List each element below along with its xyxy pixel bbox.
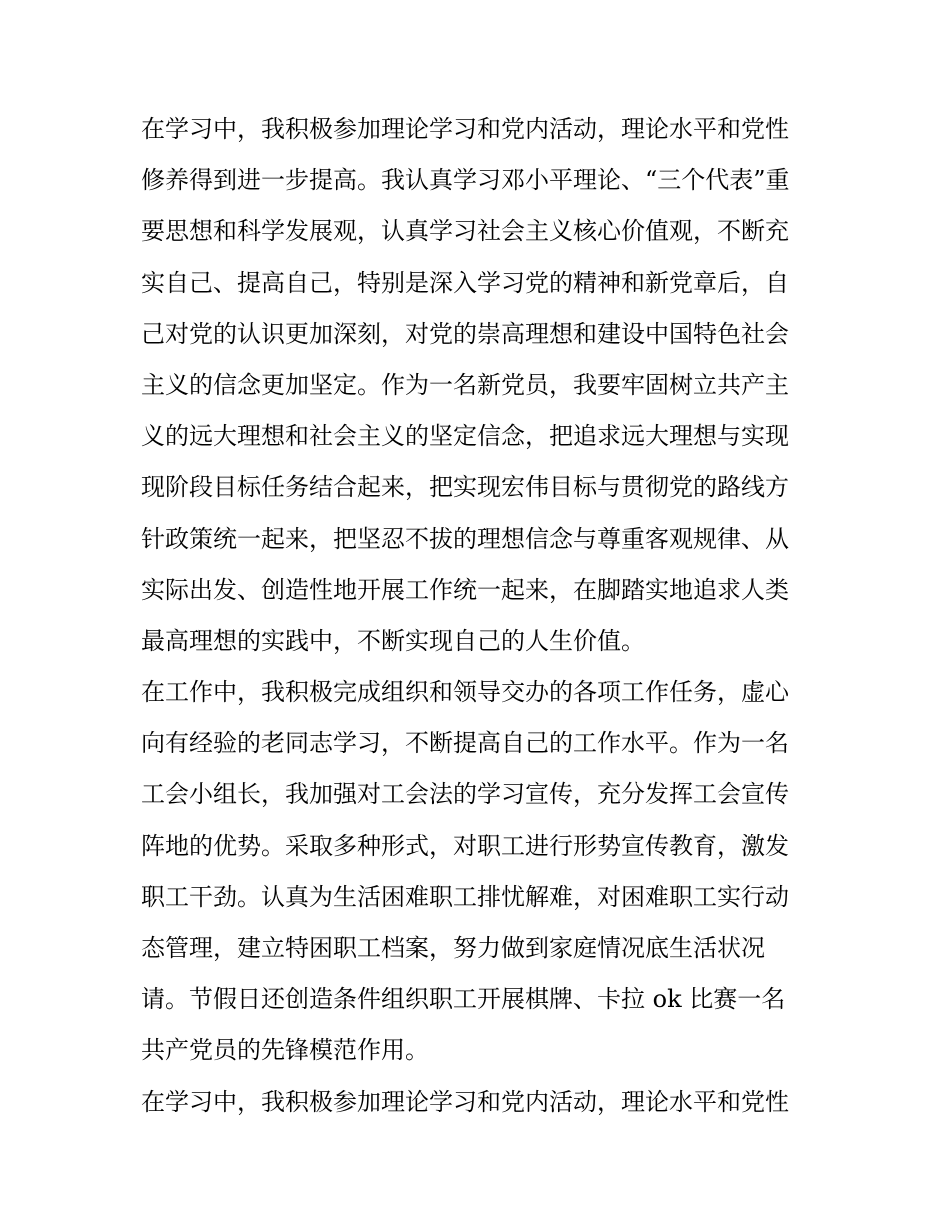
- document-body: [141, 108, 821, 1132]
- paragraph: [141, 108, 821, 671]
- text-line: 态管理，建立特困职工档案，努力做到家庭情况底生活状况: [141, 934, 765, 962]
- paragraph: [141, 1081, 821, 1132]
- text-line: 针政策统一起来，把坚忍不拔的理想信念与尊重客观规律、从: [141, 524, 789, 553]
- paragraph: [141, 671, 821, 1081]
- text-line: 工会小组长，我加强对工会法的学习宣传，充分发挥工会宣传: [141, 780, 789, 809]
- text-line: 实际出发、创造性地开展工作统一起来，在脚踏实地追求人类: [141, 575, 789, 604]
- text-line: 义的远大理想和社会主义的坚定信念，把追求远大理想与实现: [141, 422, 789, 451]
- text-line: 在学习中，我积极参加理论学习和党内活动，理论水平和党性: [141, 1087, 789, 1116]
- text-line: 主义的信念更加坚定。作为一名新党员，我要牢固树立共产主: [141, 370, 789, 399]
- text-line: 要思想和科学发展观，认真学习社会主义核心价值观，不断充: [141, 217, 789, 246]
- text-line: 阵地的优势。采取多种形式，对职工进行形势宣传教育，激发: [141, 831, 789, 860]
- text-line: 现阶段目标任务结合起来，把实现宏伟目标与贯彻党的路线方: [141, 473, 789, 502]
- text-line: 在学习中，我积极参加理论学习和党内活动，理论水平和党性: [141, 115, 789, 143]
- text-line: 职工干劲。认真为生活困难职工排忧解难，对困难职工实行动: [141, 882, 789, 911]
- text-line: 实自己、提高自己，特别是深入学习党的精神和新党章后，自: [141, 268, 789, 297]
- text-line: 修养得到进一步提高。我认真学习邓小平理论、“三个代表”重: [141, 166, 790, 195]
- text-line: 己对党的认识更加深刻，对党的崇高理想和建设中国特色社会: [141, 319, 789, 348]
- text-line: 在工作中，我积极完成组织和领导交办的各项工作任务，虚心: [141, 678, 789, 707]
- text-line: 请。节假日还创造条件组织职工开展棋牌、卡拉 ok 比赛一名: [141, 985, 786, 1014]
- text-line: 最高理想的实践中，不断实现自己的人生价值。: [141, 626, 645, 655]
- text-line: 共产党员的先锋模范作用。: [141, 1036, 429, 1065]
- text-line: 向有经验的老同志学习，不断提高自己的工作水平。作为一名: [141, 729, 789, 758]
